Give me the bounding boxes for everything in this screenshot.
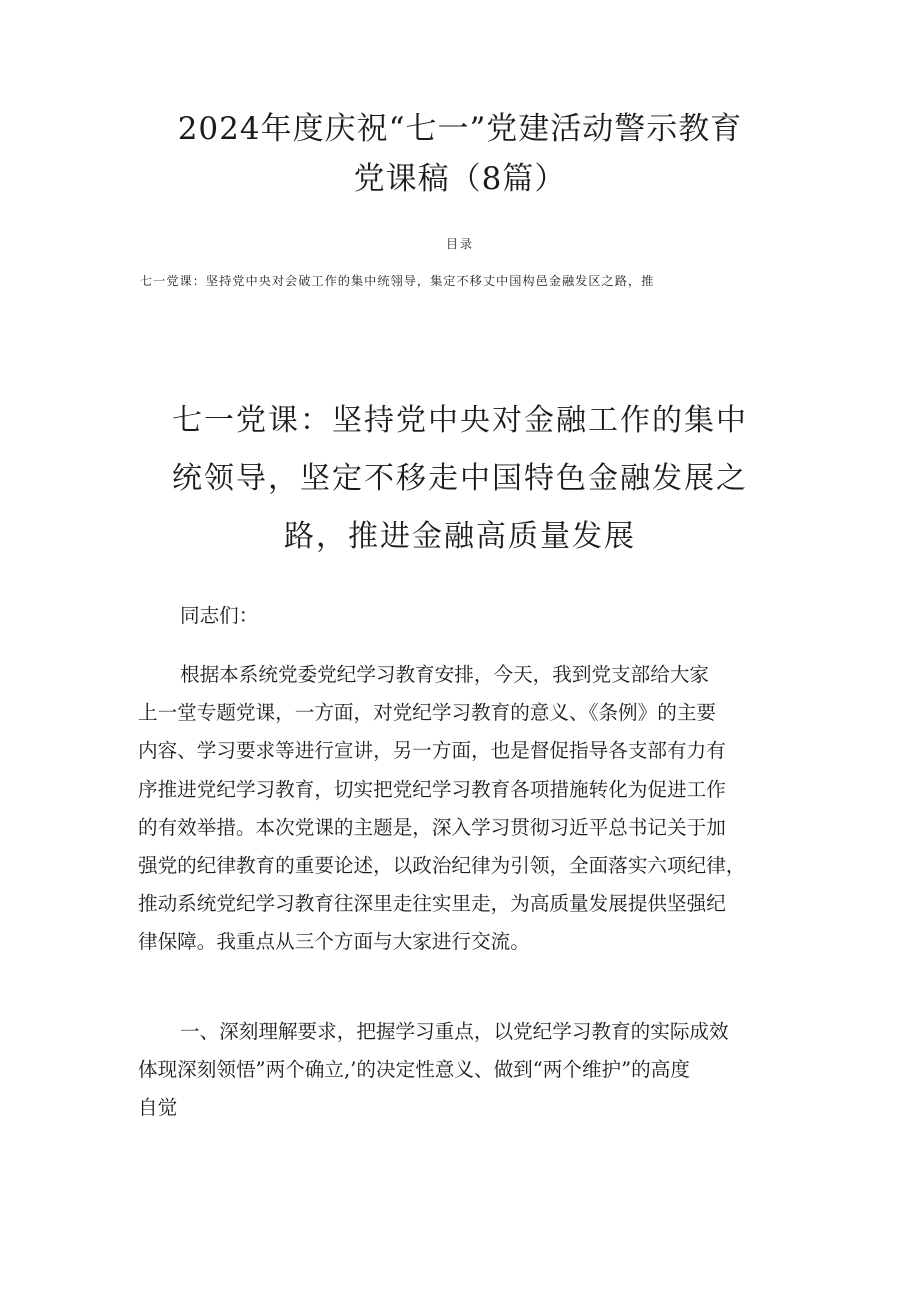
document-title-line: 2024年度庆祝“七一”党建活动警示教育 — [177, 111, 743, 147]
section-title-line: 路，推进金融高质量发展 — [284, 519, 636, 554]
salutation — [138, 597, 824, 635]
toc-entry[interactable]: 七一党课：坚持党中央对会破工作的集中统翎导，集定不移丈中国构邑金融发区之路，推 — [140, 274, 655, 288]
paragraph-line: 自觉 — [138, 1096, 178, 1120]
document-title-line: 党课稿（8篇） — [353, 161, 567, 197]
paragraph-line: 的有效举措。本次党课的主题是，深入学习贯彻习近平总书记关于加 — [138, 815, 726, 839]
paragraph-line: 上一堂专题党课，一方面，对党纪学习教育的意义、《条例》的主要 — [138, 701, 717, 725]
document-title — [90, 104, 830, 204]
paragraph-line: 一、深刻理解要求，把握学习重点，以党纪学习教育的实际成效 — [180, 1020, 729, 1043]
paragraph-2 — [138, 1013, 782, 1128]
paragraph-line: 根据本系统党委党纪学习教育安排，今天，我到党支部给大家 — [180, 663, 710, 686]
section-title — [138, 392, 782, 566]
paragraph-line: 强党的纪律教育的重要论述，以政治纪律为引领，全面落实六项纪律， — [138, 854, 746, 878]
paragraph-line: 推动系统党纪学习教育往深里走往实里走，为高质量发展提供坚强纪 — [138, 892, 726, 916]
paragraph-line: 序推进党纪学习教育，切实把党纪学习教育各项措施转化为促进工作 — [138, 777, 726, 801]
section-title-line: 七一党课：坚持党中央对金融工作的集中 — [172, 403, 748, 438]
paragraph-line: 内容、学习要求等进行宣讲，另一方面，也是督促指导各支部有力有 — [138, 739, 726, 763]
section-title-line: 统领导，坚定不移走中国特色金融发展之 — [172, 461, 748, 496]
paragraph-line: 体现深刻领悟”两个确立,’的决定性意义、做到“两个维护”的高度 — [138, 1058, 690, 1082]
toc-heading: 目录 — [445, 237, 474, 251]
paragraph-line: 律保障。我重点从三个方面与大家进行交流。 — [138, 930, 530, 954]
salutation-text: 同志们： — [180, 604, 259, 627]
paragraph-1 — [138, 656, 782, 962]
